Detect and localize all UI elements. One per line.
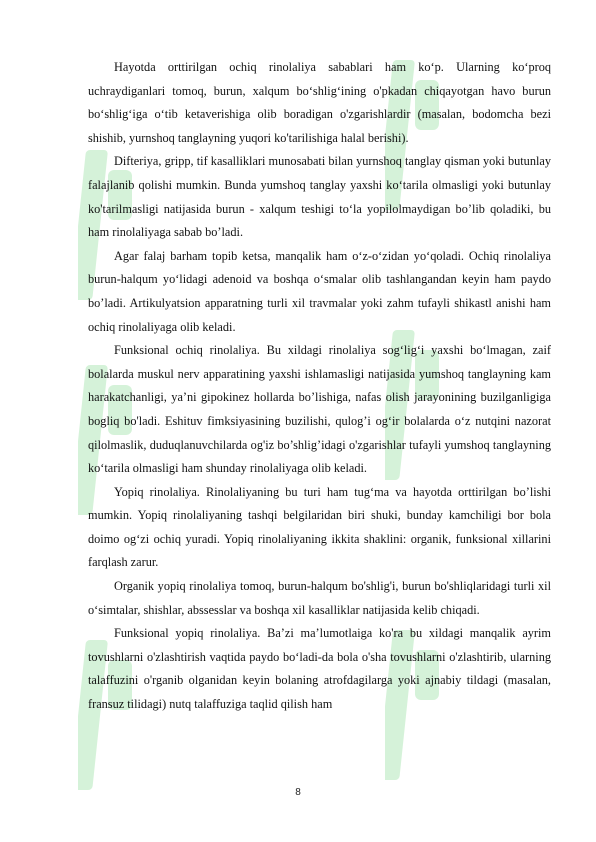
paragraph: Yopiq rinolaliya. Rinolaliyaning bu turi ham tug‘ma va hayotda orttirilgan bo’lishi mumkin. Yopiq rinolaliyaning tashqi belgilaridan biri shuki, bunday kamchiligi bor bola doimo og‘zi ochiq yuradi. Yopiq rinolaliyaning ikkita shaklini: organik, funksional xillarini farqlash zarur.: [88, 484, 551, 570]
paragraph: Organik yopiq rinolaliya tomoq, burun-halqum bo'shlig'i, burun bo'shliqlaridagi turli xil o‘simtalar, shishlar, abssesslar va boshqa xil kasalliklar natijasida kelib chiqadi.: [88, 579, 551, 617]
body-text: [88, 56, 551, 717]
paragraph: Funksional ochiq rinolaliya. Bu xildagi rinolaliya sog‘lig‘i yaxshi bo‘lmagan, zaif bolalarda muskul nerv apparatining yaxshi ishlamasligi natijasida yumshoq tanglayning kam harakatchanligi, ya’ni gipokinez hollarda bo’lishiga, nafas olish jarayonining buzilganligiga bogliq bo'ladi. Eshituv fimksiyasining buzilishi, qulog’i og‘ir bolalarda o‘z nutqini nazorat qilolmaslik, duduqlanuvchilarda og'iz bo’shlig’idagi o'zgarishlar tufayli yumshoq tanglayning ko‘tarila olmasligi ham shunday rinolaliyaga olib keladi.: [88, 343, 551, 476]
paragraph: Difteriya, gripp, tif kasalliklari munosabati bilan yurnshoq tanglay qisman yoki butunlay falajlanib qolishi mumkin. Bunda yumshoq tanglay yaxshi ko‘tarila olmasligi yoki butunlay ko'tarilmasligi natijasida burun - xalqum teshigi to‘la yopilolmaydigan bo’lib qoladiki, bu ham rinolaliyaga sabab bo’ladi.: [88, 154, 551, 240]
paragraph: Hayotda orttirilgan ochiq rinolaliya sabablari ham ko‘p. Ularning ko‘proq uchraydiganlari tomoq, burun, xalqum bo‘shlig‘ining o'pkadan chiqayotgan havo burun bo‘shlig‘iga o‘tib ketaverishiga olib boradigan o'zgarishlardir (masalan, bodomcha bezi shishib, yurnshoq tanglayning yuqori ko'tarilishiga halal berishi).: [88, 60, 551, 145]
paragraph: Agar falaj barham topib ketsa, manqalik ham o‘z-o‘zidan yo‘qoladi. Ochiq rinolaliya burun-halqum yo‘lidagi adenoid va boshqa o‘smalar olib tashlangandan keyin ham paydo bo’ladi. Artikulyatsion apparatning turli xil travmalar yoki zahm tufayli shikastl anishi ham ochiq rinolaliyaga olib keladi.: [88, 248, 551, 334]
page-number: 8: [295, 787, 301, 798]
paragraph: Funksional yopiq rinolaliya. Ba’zi ma’lumotlaiga ko'ra bu xildagi manqalik ayrim tovushlarni o'zlashtirish vaqtida paydo bo‘ladi-da bola o'sha tovushlarni o'zlashtirib, ularning talaffuzini o'rganib olganidan keyin bolaning atrofdagilarga yoki ajnabiy tildagi (masalan, fransuz tilidagi) nutq talaffuziga taqlid qilish ham: [88, 626, 551, 712]
